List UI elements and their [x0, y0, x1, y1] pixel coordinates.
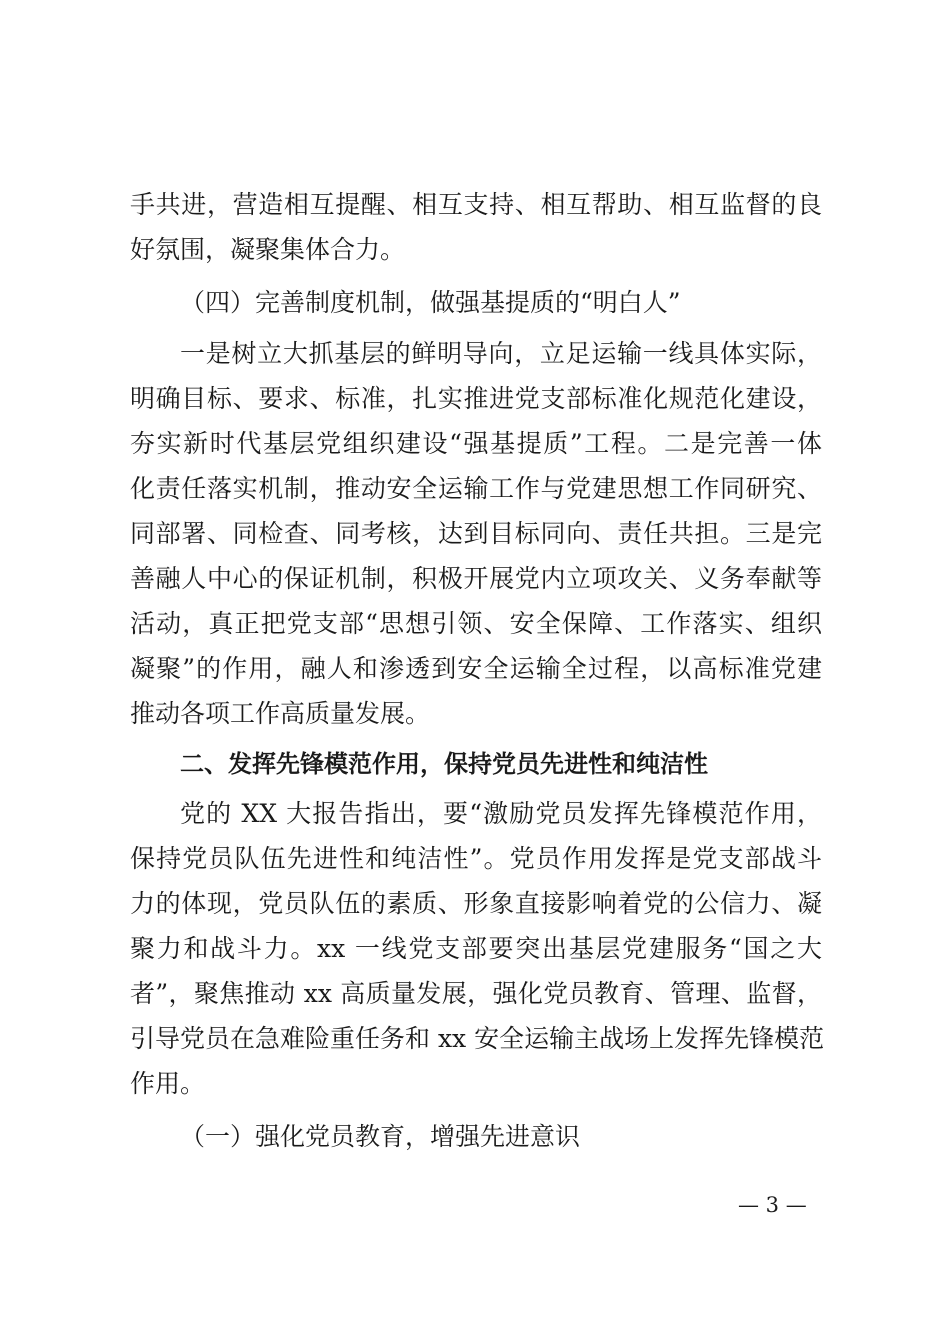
body-line: 活动，真正把党支部“思想引领、安全保障、工作落实、组织: [130, 609, 822, 638]
body-line: 善融人中心的保证机制，积极开展党内立项攻关、义务奉献等: [130, 564, 822, 593]
body-line: 一是树立大抓基层的鲜明导向，立足运输一线具体实际，: [180, 339, 822, 368]
body-line: 引导党员在急难险重任务和 xx 安全运输主战场上发挥先锋模范: [130, 1024, 825, 1053]
section-heading-2: 二、发挥先锋模范作用，保持党员先进性和纯洁性: [180, 750, 708, 778]
body-line: 作用。: [130, 1069, 206, 1098]
body-line: 聚力和战斗力。xx 一线党支部要突出基层党建服务“国之大: [130, 934, 822, 963]
body-line: 同部署、同检查、同考核，达到目标同向、责任共担。三是完: [130, 519, 822, 548]
body-line: 手共进，营造相互提醒、相互支持、相互帮助、相互监督的良: [130, 190, 822, 219]
page-number: — 3 —: [738, 1193, 807, 1217]
body-line: 推动各项工作高质量发展。: [130, 699, 431, 728]
subsection-heading-1: （一）强化党员教育，增强先进意识: [180, 1122, 581, 1151]
body-line: 凝聚”的作用，融人和渗透到安全运输全过程，以高标准党建: [130, 654, 822, 683]
body-line: 明确目标、要求、标准，扎实推进党支部标准化规范化建设，: [130, 384, 822, 413]
document-body: [130, 182, 825, 1165]
body-line: 好氛围，凝聚集体合力。: [130, 235, 406, 264]
body-line: 者”，聚焦推动 xx 高质量发展，强化党员教育、管理、监督，: [130, 979, 822, 1008]
body-line: 保持党员队伍先进性和纯洁性”。党员作用发挥是党支部战斗: [130, 844, 822, 873]
body-line: 力的体现，党员队伍的素质、形象直接影响着党的公信力、凝: [130, 889, 822, 918]
body-line: 党的 XX 大报告指出，要“激励党员发挥先锋模范作用，: [180, 799, 822, 828]
body-line: 化责任落实机制，推动安全运输工作与党建思想工作同研究、: [130, 474, 822, 503]
subsection-heading-4: （四）完善制度机制，做强基提质的“明白人”: [180, 288, 681, 317]
body-line: 夯实新时代基层党组织建设“强基提质”工程。二是完善一体: [130, 429, 822, 458]
